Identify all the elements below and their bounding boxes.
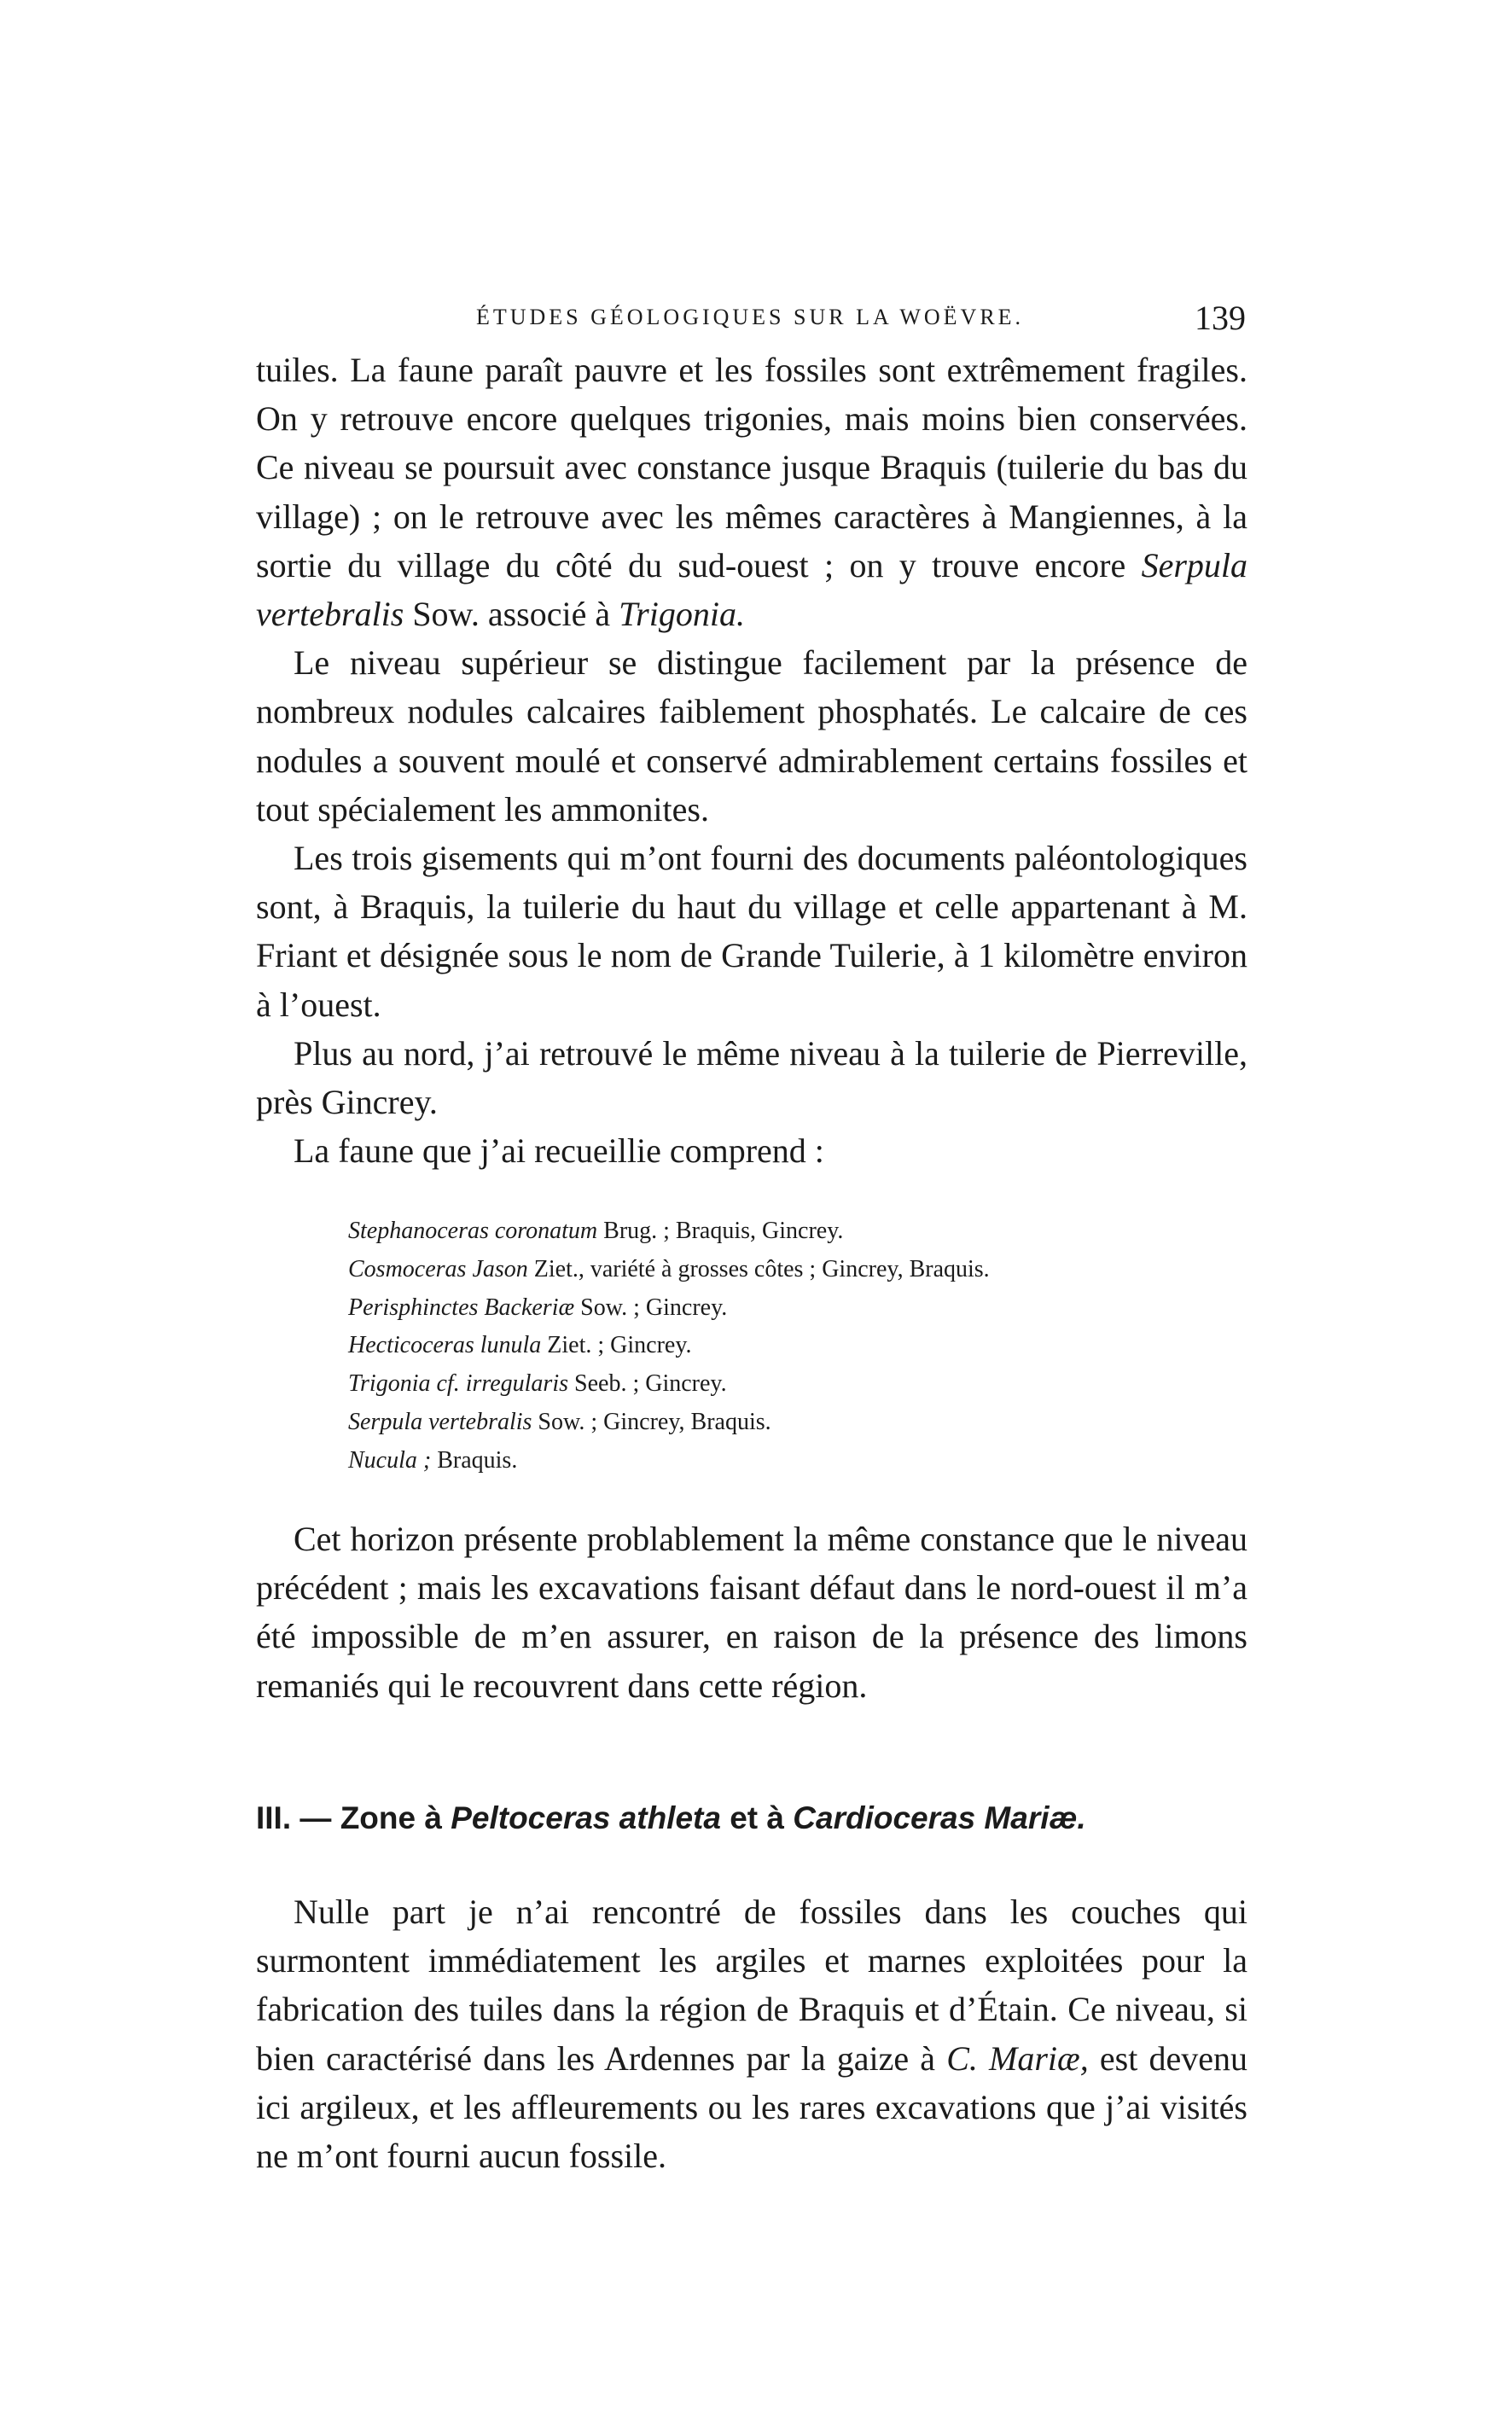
taxon-name: Trigonia cf. irregularis (348, 1370, 569, 1398)
taxon-details: Seeb. ; Gincrey. (568, 1370, 727, 1398)
list-item (348, 1442, 1201, 1480)
section-number: III. — (256, 1800, 332, 1835)
section-taxon-1: Peltoceras athleta (451, 1800, 721, 1835)
fauna-list (348, 1212, 1201, 1480)
paragraph-5: La faune que j’ai recueillie comprend : (294, 1131, 824, 1171)
taxon-c-mariae: C. Mariæ, (946, 2038, 1089, 2078)
paragraph-3: Les trois gisements qui m’ont fourni des documents paléontologiques sont, à Braquis, la tuilerie du haut du village et celle appartenant à M. Friant et désignée sous le nom de Grande Tuilerie, à 1 kilomètre environ à l’ouest. (256, 839, 1247, 1024)
section-zone-label: Zone à (340, 1800, 442, 1835)
list-item (348, 1365, 1201, 1404)
taxon-name: Stephanoceras coronatum (348, 1218, 598, 1244)
final-paragraph-end: est devenu ici argileux, et les affleurements ou les rares excavations que j’ai visités ne m’ont fourni aucun fossile. (256, 2038, 1248, 2176)
list-item (348, 1212, 1201, 1251)
paragraph-4: Plus au nord, j’ai retrouvé le même niveau à la tuilerie de Pierreville, près Gincrey. (256, 1033, 1247, 1122)
taxon-name: Hecticoceras lunula (348, 1332, 542, 1359)
taxon-details: Sow. ; Gincrey. (574, 1294, 728, 1321)
section-taxon-2: Cardioceras Mariæ. (793, 1800, 1086, 1835)
list-item (348, 1289, 1201, 1328)
paragraph-1-mid: Sow. associé à (412, 595, 611, 634)
list-item (348, 1327, 1201, 1365)
taxon-details: Brug. ; Braquis, Gincrey. (597, 1218, 844, 1244)
paragraph-2: Le niveau supérieur se distingue facilement par la présence de nombreux nodules calcaires faiblement phosphatés. Le calcaire de ces nodules a souvent moulé et conservé admirablement certains fossiles et tout spécialement les ammonites. (256, 643, 1247, 829)
section-conjunction: et à (730, 1800, 784, 1835)
paragraph-1-text: tuiles. La faune paraît pauvre et les fossiles sont extrêmement fragiles. On y retrouve encore quelques trigonies, mais moins bien conservées. Ce niveau se poursuit avec constance jusque Braquis (tuilerie du bas du village) ; on le retrouve avec les mêmes caractères à Mangiennes, à la sortie du village du côté du sud-ouest ; on y trouve encore (256, 351, 1247, 584)
running-head (254, 294, 1246, 346)
final-paragraph-text: Nulle part je n’ai rencontré de fossiles dans les couches qui surmontent immédiatement les argiles et marnes exploitées pour la fabrication des tuiles dans la région de Braquis et d’Étain. Ce niveau, si bien caractérisé dans les Ardennes par la gaize à (256, 1893, 1247, 2078)
upper-text-block (256, 346, 1247, 1175)
list-item (348, 1404, 1201, 1442)
taxon-name: Nucula ; (348, 1446, 432, 1474)
taxon-details: Braquis. (431, 1446, 518, 1474)
list-item (348, 1251, 1201, 1289)
taxon-name: Perisphinctes Backeriæ (348, 1294, 575, 1321)
page-number: 139 (1195, 299, 1246, 337)
running-title: ÉTUDES GÉOLOGIQUES SUR LA WOËVRE. (475, 305, 1025, 329)
final-paragraph (256, 1887, 1247, 2180)
after-list-block (256, 1515, 1247, 1710)
paragraph-after-list: Cet horizon présente problablement la même constance que le niveau précédent ; mais les excavations faisant défaut dans le nord-ouest il m’a été impossible de m’en assurer, en raison de la présence des limons remaniés qui le recouvrent dans cette région. (256, 1520, 1247, 1705)
paragraph-1 (256, 346, 1247, 638)
taxon-details: Ziet. ; Gincrey. (541, 1332, 692, 1359)
taxon-trigonia: Trigonia. (619, 595, 745, 634)
taxon-serpula: Serpula vertebralis (256, 545, 1248, 634)
section-heading (256, 1800, 1247, 1836)
final-text-block (256, 1887, 1247, 2180)
taxon-name: Cosmoceras Jason (348, 1255, 528, 1282)
taxon-name: Serpula vertebralis (348, 1408, 532, 1435)
taxon-details: Sow. ; Gincrey, Braquis. (532, 1408, 771, 1435)
taxon-details: Ziet., variété à grosses côtes ; Gincrey, Braquis. (527, 1255, 990, 1282)
